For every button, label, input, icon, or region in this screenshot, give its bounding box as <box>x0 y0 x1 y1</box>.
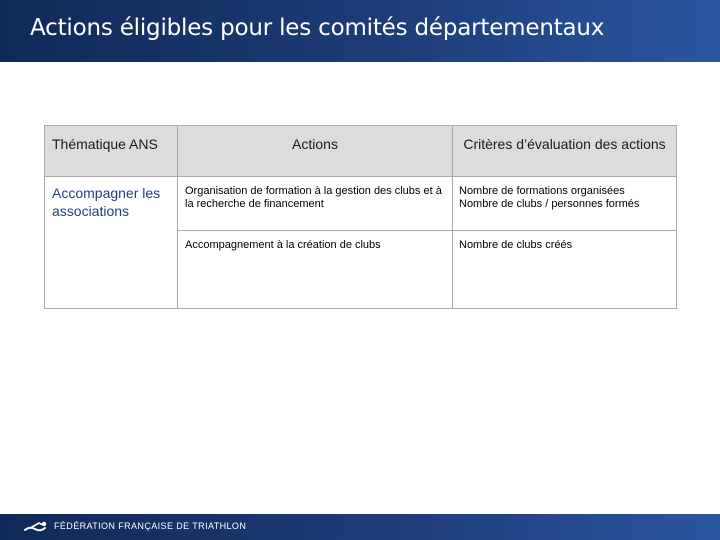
header-cell-theme <box>45 126 178 177</box>
header-actions-label: Actions <box>292 136 338 152</box>
theme-cell <box>45 177 178 309</box>
header-cell-criteria <box>453 126 677 177</box>
action-cell <box>178 177 453 231</box>
action-text: Accompagnement à la création de clubs <box>185 239 381 251</box>
criteria-line: Nombre de formations organisées <box>459 185 625 197</box>
header-criteria-label: Critères d’évaluation des actions <box>463 136 666 152</box>
criteria-text <box>453 231 676 252</box>
criteria-cell <box>453 177 677 231</box>
federation-name: FÉDÉRATION FRANÇAISE DE TRIATHLON <box>54 521 247 531</box>
header-cell-actions <box>178 126 453 177</box>
title-bar <box>0 0 720 62</box>
table-header-row <box>45 126 677 177</box>
criteria-line: Nombre de clubs créés <box>459 239 573 251</box>
slide-title: Actions éligibles pour les comités départementaux <box>30 15 605 41</box>
footer-bar <box>0 514 720 540</box>
action-cell <box>178 231 453 309</box>
criteria-text <box>453 177 676 211</box>
theme-label: Accompagner les associations <box>52 185 161 219</box>
action-text: Organisation de formation à la gestion des clubs et à la recherche de financement <box>185 185 442 210</box>
criteria-cell <box>453 231 677 309</box>
header-theme-label: Thématique ANS <box>52 136 158 152</box>
triathlon-swimmer-icon <box>24 519 50 535</box>
criteria-line: Nombre de clubs / personnes formés <box>459 198 640 210</box>
table-row <box>45 177 677 231</box>
actions-table <box>44 125 677 309</box>
